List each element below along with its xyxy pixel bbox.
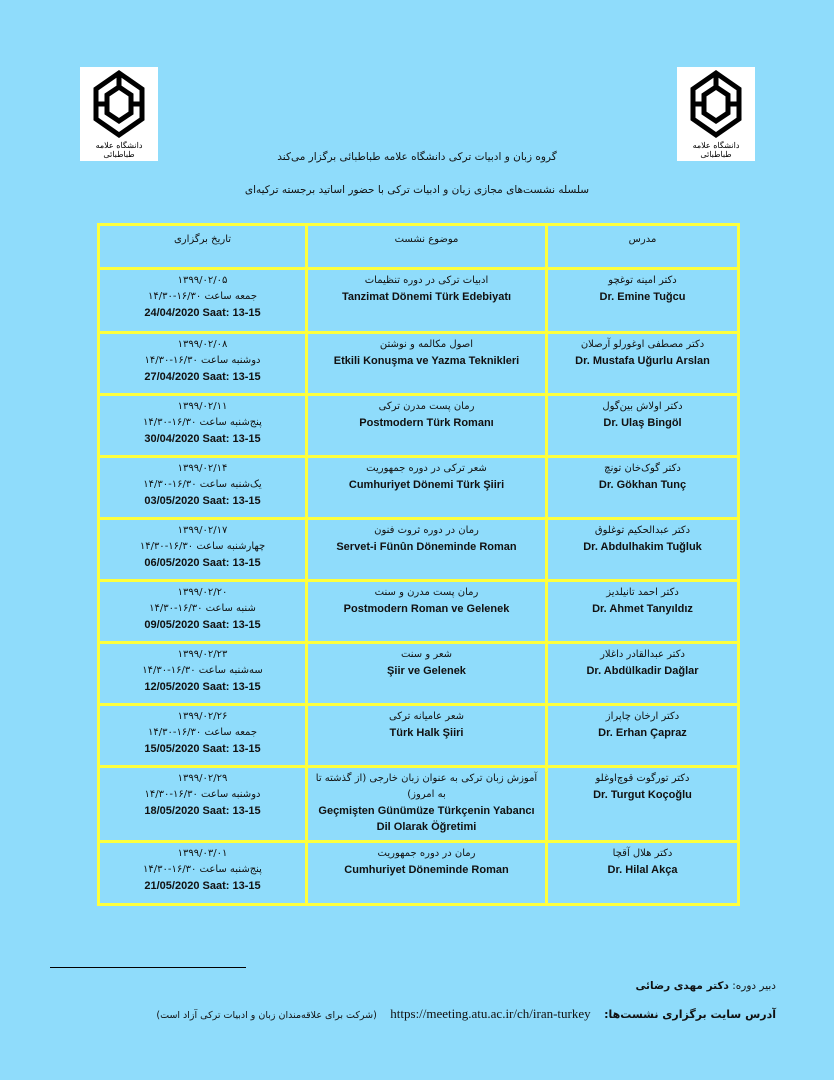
lecturer-cell bbox=[547, 519, 739, 581]
date-gregorian: 30/04/2020 Saat: 13-15 bbox=[144, 433, 261, 445]
university-logo-left bbox=[80, 67, 158, 161]
date-persian: ۱۳۹۹/۰۲/۲۹ bbox=[177, 773, 228, 784]
lecturer-persian: دکتر هلال آقچا bbox=[612, 848, 673, 859]
time-persian: یک‌شنبه ساعت ۱۶/۳۰-۱۴/۳۰ bbox=[143, 479, 262, 490]
topic-cell bbox=[307, 333, 547, 395]
logo-caption: دانشگاه علامه طباطبائی bbox=[95, 141, 143, 159]
lecturer-turkish: Dr. Abdülkadir Dağlar bbox=[586, 665, 699, 677]
university-logo-right bbox=[677, 67, 755, 161]
time-persian: جمعه ساعت ۱۶/۳۰-۱۴/۳۰ bbox=[147, 291, 258, 302]
time-persian: شنبه ساعت ۱۶/۳۰-۱۴/۳۰ bbox=[149, 603, 256, 614]
header-date: تاریخ برگزاری bbox=[99, 225, 307, 269]
header-organizer-line: گروه زبان و ادبیات ترکی دانشگاه علامه طباطبائی برگزار می‌کند bbox=[277, 151, 557, 163]
topic-turkish: Tanzimat Dönemi Türk Edebiyatı bbox=[341, 291, 512, 303]
lecturer-persian: دکتر تورگوت قوچ‌اوغلو bbox=[595, 773, 690, 784]
topic-persian: رمان در دوره جمهوریت bbox=[377, 848, 476, 859]
footnote-divider bbox=[50, 967, 246, 968]
date-persian: ۱۳۹۹/۰۲/۲۶ bbox=[177, 711, 228, 722]
lecturer-persian: دکتر مصطفی اوغورلو آرصلان bbox=[580, 339, 705, 350]
date-cell bbox=[99, 457, 307, 519]
topic-cell bbox=[307, 519, 547, 581]
date-persian: ۱۳۹۹/۰۲/۲۳ bbox=[177, 649, 228, 660]
lecturer-cell bbox=[547, 333, 739, 395]
lecturer-turkish: Dr. Turgut Koçoğlu bbox=[593, 789, 692, 801]
lecturer-turkish: Dr. Gökhan Tunç bbox=[598, 479, 687, 491]
university-emblem-icon bbox=[80, 67, 158, 147]
date-persian: ۱۳۹۹/۰۲/۲۰ bbox=[177, 587, 228, 598]
time-persian: چهارشنبه ساعت ۱۶/۳۰-۱۴/۳۰ bbox=[139, 541, 266, 552]
date-gregorian: 21/05/2020 Saat: 13-15 bbox=[144, 880, 261, 892]
topic-cell bbox=[307, 842, 547, 905]
table-row bbox=[99, 333, 739, 395]
lecturer-persian: دکتر عبدالحکیم توغلوق bbox=[594, 525, 691, 536]
course-secretary bbox=[635, 980, 776, 992]
schedule-table bbox=[97, 223, 740, 906]
site-url-link[interactable]: https://meeting.atu.ac.ir/ch/iran-turkey bbox=[390, 1006, 591, 1021]
topic-persian: شعر ترکی در دوره جمهوریت bbox=[366, 463, 487, 474]
logo-caption: دانشگاه علامه طباطبائی bbox=[692, 141, 740, 159]
topic-turkish: Postmodern Roman ve Gelenek bbox=[343, 603, 510, 615]
topic-cell bbox=[307, 705, 547, 767]
time-persian: دوشنبه ساعت ۱۶/۳۰-۱۴/۳۰ bbox=[144, 355, 261, 366]
topic-turkish: Postmodern Türk Romanı bbox=[359, 417, 494, 429]
time-persian: پنج‌شنبه ساعت ۱۶/۳۰-۱۴/۳۰ bbox=[143, 417, 262, 428]
topic-persian: رمان پست مدرن ترکی bbox=[378, 401, 475, 412]
date-cell bbox=[99, 767, 307, 842]
lecturer-cell bbox=[547, 457, 739, 519]
topic-persian: اصول مکالمه و نوشتن bbox=[379, 339, 474, 350]
date-gregorian: 15/05/2020 Saat: 13-15 bbox=[144, 743, 261, 755]
topic-cell bbox=[307, 643, 547, 705]
lecturer-turkish: Dr. Erhan Çapraz bbox=[598, 727, 687, 739]
date-gregorian: 12/05/2020 Saat: 13-15 bbox=[144, 681, 261, 693]
lecturer-cell bbox=[547, 395, 739, 457]
table-header-row bbox=[99, 225, 739, 269]
table-row bbox=[99, 519, 739, 581]
lecturer-turkish: Dr. Hilal Akça bbox=[607, 864, 678, 876]
topic-turkish: Cumhuriyet Dönemi Türk Şiiri bbox=[348, 479, 505, 491]
date-cell bbox=[99, 705, 307, 767]
date-gregorian: 03/05/2020 Saat: 13-15 bbox=[144, 495, 261, 507]
topic-turkish: Türk Halk Şiiri bbox=[389, 727, 464, 739]
date-persian: ۱۳۹۹/۰۳/۰۱ bbox=[177, 848, 228, 859]
time-persian: سه‌شنبه ساعت ۱۶/۳۰-۱۴/۳۰ bbox=[142, 665, 263, 676]
lecturer-turkish: Dr. Mustafa Uğurlu Arslan bbox=[575, 355, 710, 367]
lecturer-cell bbox=[547, 269, 739, 333]
lecturer-turkish: Dr. Ulaş Bingöl bbox=[603, 417, 682, 429]
lecturer-cell bbox=[547, 842, 739, 905]
topic-turkish: Şiir ve Gelenek bbox=[387, 665, 466, 677]
date-gregorian: 18/05/2020 Saat: 13-15 bbox=[144, 805, 261, 817]
date-gregorian: 06/05/2020 Saat: 13-15 bbox=[144, 557, 261, 569]
date-persian: ۱۳۹۹/۰۲/۱۴ bbox=[177, 463, 228, 474]
lecturer-persian: دکتر گوک‌خان تونچ bbox=[604, 463, 681, 474]
time-persian: پنج‌شنبه ساعت ۱۶/۳۰-۱۴/۳۰ bbox=[143, 864, 262, 875]
table-row bbox=[99, 842, 739, 905]
topic-persian: رمان پست مدرن و سنت bbox=[374, 587, 479, 598]
date-cell bbox=[99, 519, 307, 581]
date-gregorian: 27/04/2020 Saat: 13-15 bbox=[144, 371, 261, 383]
date-cell bbox=[99, 842, 307, 905]
topic-persian: رمان در دوره ثروت فنون bbox=[374, 525, 479, 536]
date-persian: ۱۳۹۹/۰۲/۱۷ bbox=[177, 525, 228, 536]
date-cell bbox=[99, 581, 307, 643]
time-persian: جمعه ساعت ۱۶/۳۰-۱۴/۳۰ bbox=[147, 727, 258, 738]
lecturer-persian: دکتر امینه توغچو bbox=[608, 275, 677, 286]
lecturer-cell bbox=[547, 705, 739, 767]
topic-cell bbox=[307, 767, 547, 842]
topic-cell bbox=[307, 395, 547, 457]
table-row bbox=[99, 643, 739, 705]
date-persian: ۱۳۹۹/۰۲/۰۵ bbox=[177, 275, 228, 286]
lecturer-turkish: Dr. Ahmet Tanyıldız bbox=[592, 603, 693, 615]
university-emblem-icon bbox=[677, 67, 755, 147]
table-row bbox=[99, 457, 739, 519]
table-row bbox=[99, 581, 739, 643]
topic-persian: آموزش زبان ترکی به عنوان زبان خارجی (از گذشته تا به امروز) bbox=[315, 773, 538, 800]
table-row bbox=[99, 395, 739, 457]
topic-turkish: Geçmişten Günümüze Türkçenin Yabancı Dil Olarak Öğretimi bbox=[318, 805, 535, 833]
topic-turkish: Cumhuriyet Döneminde Roman bbox=[344, 864, 509, 876]
topic-cell bbox=[307, 269, 547, 333]
lecturer-turkish: Dr. Abdulhakim Tuğluk bbox=[583, 541, 702, 553]
site-label: آدرس سایت برگزاری نشست‌ها: bbox=[604, 1008, 776, 1021]
topic-persian: ادبیات ترکی در دوره تنظیمات bbox=[364, 275, 489, 286]
lecturer-cell bbox=[547, 767, 739, 842]
header-topic: موضوع نشست bbox=[307, 225, 547, 269]
table-row bbox=[99, 705, 739, 767]
topic-persian: شعر عامیانه ترکی bbox=[388, 711, 465, 722]
topic-turkish: Servet-i Fünûn Döneminde Roman bbox=[336, 541, 517, 553]
topic-cell bbox=[307, 457, 547, 519]
topic-persian: شعر و سنت bbox=[400, 649, 453, 660]
lecturer-persian: دکتر عبدالقادر داغلار bbox=[600, 649, 685, 660]
lecturer-persian: دکتر اولاش بین‌گول bbox=[602, 401, 683, 412]
header-lecturer: مدرس bbox=[547, 225, 739, 269]
lecturer-cell bbox=[547, 581, 739, 643]
date-gregorian: 24/04/2020 Saat: 13-15 bbox=[144, 307, 261, 319]
table-row bbox=[99, 767, 739, 842]
meeting-site bbox=[156, 1006, 776, 1022]
table-row bbox=[99, 269, 739, 333]
date-cell bbox=[99, 643, 307, 705]
lecturer-turkish: Dr. Emine Tuğcu bbox=[599, 291, 686, 303]
date-cell bbox=[99, 395, 307, 457]
site-note: (شرکت برای علاقه‌مندان زبان و ادبیات ترکی آزاد است) bbox=[156, 1010, 377, 1021]
topic-turkish: Etkili Konuşma ve Yazma Teknikleri bbox=[333, 355, 520, 367]
topic-cell bbox=[307, 581, 547, 643]
date-cell bbox=[99, 333, 307, 395]
lecturer-persian: دکتر احمد تانیلدیز bbox=[606, 587, 679, 598]
secretary-name: دکتر مهدی رضائی bbox=[635, 980, 729, 992]
lecturer-persian: دکتر ارخان چاپراز bbox=[605, 711, 680, 722]
secretary-label: دبیر دوره: bbox=[732, 980, 776, 992]
date-persian: ۱۳۹۹/۰۲/۱۱ bbox=[177, 401, 228, 412]
header-series-title: سلسله نشست‌های مجازی زبان و ادبیات ترکی با حضور اساتید برجسته ترکیه‌ای bbox=[244, 184, 590, 196]
date-gregorian: 09/05/2020 Saat: 13-15 bbox=[144, 619, 261, 631]
lecturer-cell bbox=[547, 643, 739, 705]
date-cell bbox=[99, 269, 307, 333]
date-persian: ۱۳۹۹/۰۲/۰۸ bbox=[177, 339, 228, 350]
time-persian: دوشنبه ساعت ۱۶/۳۰-۱۴/۳۰ bbox=[144, 789, 261, 800]
